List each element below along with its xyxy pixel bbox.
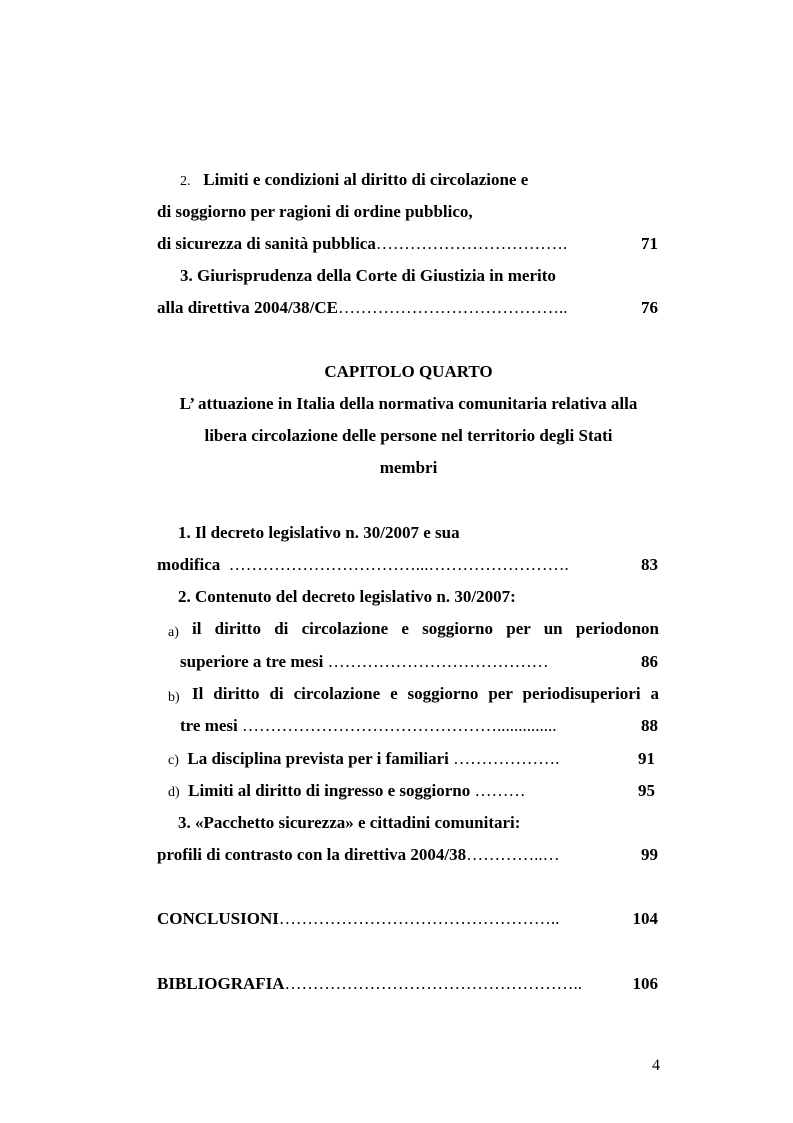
entry-3-page: 76	[641, 298, 658, 317]
section-2a-line2: superiore a tre mesi	[180, 652, 324, 671]
section-2-title[interactable]: 2. Contenuto del decreto legislativo n. 30/2007:	[178, 587, 516, 606]
section-2d-leader-dots: ………	[474, 781, 526, 800]
entry-3-title-line2: alla direttiva 2004/38/CE	[157, 298, 339, 317]
entry-3-title-line1[interactable]: 3. Giurisprudenza della Corte di Giustizia in merito	[180, 266, 556, 285]
section-2a-leader-dots: …………………………………	[327, 652, 549, 671]
bibliografia-page: 106	[632, 974, 658, 993]
toc-bibliografia[interactable]	[157, 974, 582, 994]
toc-section-1-line2[interactable]	[157, 555, 569, 575]
toc-entry-2-line3[interactable]	[157, 234, 567, 254]
section-2c-text: La disciplina prevista per i familiari	[187, 749, 449, 768]
conclusioni-leader-dots: …………………………………………..	[278, 909, 560, 928]
section-3-title-line2: profili di contrasto con la direttiva 2004/38	[157, 845, 467, 864]
bibliografia-leader-dots: ……………………………………………..	[284, 974, 583, 993]
section-2c-marker: c)	[168, 753, 179, 768]
chapter-title-line3: membri	[379, 458, 438, 477]
section-2a-line1[interactable]: il diritto di circolazione e soggiorno per un periodonon	[192, 619, 659, 638]
chapter-title-line2: libera circolazione delle persone nel territorio degli Stati	[204, 426, 613, 445]
section-2b-marker: b)	[168, 690, 180, 705]
conclusioni-page: 104	[632, 909, 658, 928]
entry-2-title-line1: Limiti e condizioni al diritto di circolazione e	[203, 170, 529, 189]
section-2c-leader-dots: ……………….	[453, 749, 560, 768]
toc-section-3-line2[interactable]	[157, 845, 560, 865]
conclusioni-label: CONCLUSIONI	[157, 909, 279, 928]
toc-entry-2-line1[interactable]	[180, 170, 528, 192]
entry-2-title-line3: di sicurezza di sanità pubblica	[157, 234, 376, 253]
entry-2-leader-dots: …………………………….	[375, 234, 568, 253]
section-3-page: 99	[641, 845, 658, 864]
chapter-title-line1: L’ attuazione in Italia della normativa comunitaria relativa alla	[179, 394, 638, 413]
toc-conclusioni[interactable]	[157, 909, 559, 929]
section-2b-line1[interactable]: Il diritto di circolazione e soggiorno per periodisuperiori a	[192, 684, 659, 703]
section-1-page: 83	[641, 555, 658, 574]
chapter-heading: CAPITOLO QUARTO	[324, 362, 493, 381]
toc-section-2c[interactable]	[168, 749, 559, 771]
section-2b-line2: tre mesi	[180, 716, 238, 735]
section-2b-leader-dots: ………………………………………..............	[242, 716, 557, 735]
section-1-title-line1[interactable]: 1. Il decreto legislativo n. 30/2007 e sua	[178, 523, 460, 542]
entry-3-leader-dots: …………………………………..	[338, 298, 568, 317]
toc-section-2a-line2[interactable]	[180, 652, 549, 672]
section-2b-marker-wrap	[168, 686, 180, 708]
section-2a-page: 86	[641, 652, 658, 671]
section-2d-marker: d)	[168, 785, 180, 800]
section-2b-page: 88	[641, 716, 658, 735]
entry-2-marker: 2.	[180, 174, 191, 189]
section-2a-marker: a)	[168, 625, 179, 640]
page-number: 4	[652, 1057, 660, 1074]
section-1-leader-dots: ……………………………...…………………….	[228, 555, 569, 574]
toc-section-2d[interactable]	[168, 781, 526, 803]
section-3-leader-dots: …………..…	[466, 845, 560, 864]
toc-entry-3-line2[interactable]	[157, 298, 568, 318]
section-2a-marker-wrap	[168, 621, 179, 643]
entry-2-page: 71	[641, 234, 658, 253]
section-1-title-line2: modifica	[157, 555, 221, 574]
bibliografia-label: BIBLIOGRAFIA	[157, 974, 285, 993]
toc-section-2b-line2[interactable]	[180, 716, 557, 736]
section-2c-page: 91	[638, 749, 655, 768]
section-2d-text: Limiti al diritto di ingresso e soggiorno	[188, 781, 471, 800]
entry-2-title-line2: di soggiorno per ragioni di ordine pubblico,	[157, 202, 473, 221]
section-2d-page: 95	[638, 781, 655, 800]
section-3-title-line1[interactable]: 3. «Pacchetto sicurezza» e cittadini comunitari:	[178, 813, 521, 832]
